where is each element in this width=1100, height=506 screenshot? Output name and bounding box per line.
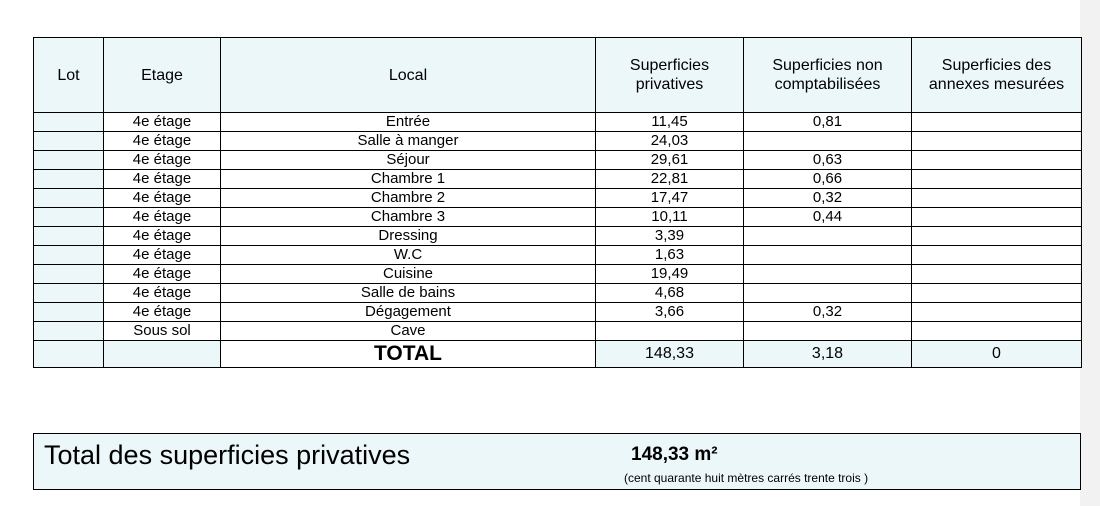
non-comptabilisees-cell bbox=[744, 322, 912, 341]
etage-cell: 4e étage bbox=[104, 113, 221, 132]
privatives-cell: 22,81 bbox=[596, 170, 744, 189]
table-row bbox=[34, 113, 1082, 132]
page-edge bbox=[1080, 0, 1100, 506]
privatives-cell: 24,03 bbox=[596, 132, 744, 151]
privatives-cell: 3,66 bbox=[596, 303, 744, 322]
table-row bbox=[34, 303, 1082, 322]
local-cell: Séjour bbox=[221, 151, 596, 170]
privatives-cell: 11,45 bbox=[596, 113, 744, 132]
lot-cell bbox=[34, 322, 104, 341]
etage-cell: 4e étage bbox=[104, 208, 221, 227]
local-cell: Dégagement bbox=[221, 303, 596, 322]
table-row bbox=[34, 208, 1082, 227]
annexes-cell bbox=[912, 246, 1082, 265]
table-row bbox=[34, 227, 1082, 246]
total-etage-cell bbox=[104, 341, 221, 368]
header-local: Local bbox=[221, 38, 596, 113]
lot-cell bbox=[34, 113, 104, 132]
local-cell: Chambre 2 bbox=[221, 189, 596, 208]
annexes-cell bbox=[912, 132, 1082, 151]
non-comptabilisees-cell bbox=[744, 246, 912, 265]
non-comptabilisees-cell bbox=[744, 265, 912, 284]
non-comptabilisees-cell: 0,32 bbox=[744, 189, 912, 208]
annexes-cell bbox=[912, 170, 1082, 189]
total-lot-cell bbox=[34, 341, 104, 368]
privatives-cell: 19,49 bbox=[596, 265, 744, 284]
etage-cell: 4e étage bbox=[104, 151, 221, 170]
local-cell: Chambre 1 bbox=[221, 170, 596, 189]
lot-cell bbox=[34, 265, 104, 284]
privatives-cell: 17,47 bbox=[596, 189, 744, 208]
etage-cell: 4e étage bbox=[104, 246, 221, 265]
lot-cell bbox=[34, 303, 104, 322]
local-cell: Cuisine bbox=[221, 265, 596, 284]
total-label: TOTAL bbox=[221, 341, 596, 368]
lot-cell bbox=[34, 208, 104, 227]
total-privatives: 148,33 bbox=[596, 341, 744, 368]
etage-cell: 4e étage bbox=[104, 132, 221, 151]
table-row bbox=[34, 189, 1082, 208]
summary-in-words: (cent quarante huit mètres carrés trente trois ) bbox=[624, 471, 869, 485]
header-annexes: Superficies des annexes mesurées bbox=[912, 38, 1082, 113]
table-row bbox=[34, 246, 1082, 265]
header-lot: Lot bbox=[34, 38, 104, 113]
etage-cell: 4e étage bbox=[104, 170, 221, 189]
non-comptabilisees-cell: 0,63 bbox=[744, 151, 912, 170]
lot-cell bbox=[34, 170, 104, 189]
local-cell: Dressing bbox=[221, 227, 596, 246]
annexes-cell bbox=[912, 322, 1082, 341]
summary-box bbox=[33, 433, 1081, 490]
privatives-cell: 29,61 bbox=[596, 151, 744, 170]
etage-cell: 4e étage bbox=[104, 265, 221, 284]
local-cell: Salle de bains bbox=[221, 284, 596, 303]
annexes-cell bbox=[912, 113, 1082, 132]
table-row bbox=[34, 322, 1082, 341]
total-row bbox=[34, 341, 1082, 368]
lot-cell bbox=[34, 132, 104, 151]
non-comptabilisees-cell: 0,81 bbox=[744, 113, 912, 132]
table-row bbox=[34, 265, 1082, 284]
privatives-cell: 3,39 bbox=[596, 227, 744, 246]
non-comptabilisees-cell: 0,44 bbox=[744, 208, 912, 227]
etage-cell: 4e étage bbox=[104, 189, 221, 208]
annexes-cell bbox=[912, 303, 1082, 322]
summary-value: 148,33 m² bbox=[631, 444, 718, 465]
privatives-cell: 4,68 bbox=[596, 284, 744, 303]
header-etage: Etage bbox=[104, 38, 221, 113]
table-header-row bbox=[34, 38, 1082, 113]
local-cell: W.C bbox=[221, 246, 596, 265]
lot-cell bbox=[34, 227, 104, 246]
etage-cell: 4e étage bbox=[104, 227, 221, 246]
local-cell: Entrée bbox=[221, 113, 596, 132]
etage-cell: 4e étage bbox=[104, 284, 221, 303]
summary-label: Total des superficies privatives bbox=[44, 440, 411, 470]
privatives-cell: 1,63 bbox=[596, 246, 744, 265]
lot-cell bbox=[34, 246, 104, 265]
annexes-cell bbox=[912, 265, 1082, 284]
annexes-cell bbox=[912, 227, 1082, 246]
privatives-cell bbox=[596, 322, 744, 341]
etage-cell: Sous sol bbox=[104, 322, 221, 341]
annexes-cell bbox=[912, 189, 1082, 208]
table-row bbox=[34, 284, 1082, 303]
annexes-cell bbox=[912, 151, 1082, 170]
total-non-comptabilisees: 3,18 bbox=[744, 341, 912, 368]
non-comptabilisees-cell: 0,66 bbox=[744, 170, 912, 189]
table-row bbox=[34, 132, 1082, 151]
header-privatives: Superficies privatives bbox=[596, 38, 744, 113]
annexes-cell bbox=[912, 284, 1082, 303]
etage-cell: 4e étage bbox=[104, 303, 221, 322]
surfaces-table bbox=[33, 37, 1082, 368]
lot-cell bbox=[34, 151, 104, 170]
privatives-cell: 10,11 bbox=[596, 208, 744, 227]
non-comptabilisees-cell bbox=[744, 284, 912, 303]
non-comptabilisees-cell bbox=[744, 227, 912, 246]
table-row bbox=[34, 151, 1082, 170]
local-cell: Salle à manger bbox=[221, 132, 596, 151]
total-annexes: 0 bbox=[912, 341, 1082, 368]
non-comptabilisees-cell bbox=[744, 132, 912, 151]
local-cell: Cave bbox=[221, 322, 596, 341]
annexes-cell bbox=[912, 208, 1082, 227]
local-cell: Chambre 3 bbox=[221, 208, 596, 227]
lot-cell bbox=[34, 284, 104, 303]
lot-cell bbox=[34, 189, 104, 208]
header-non-comptabilisees: Superficies non comptabilisées bbox=[744, 38, 912, 113]
table-row bbox=[34, 170, 1082, 189]
non-comptabilisees-cell: 0,32 bbox=[744, 303, 912, 322]
